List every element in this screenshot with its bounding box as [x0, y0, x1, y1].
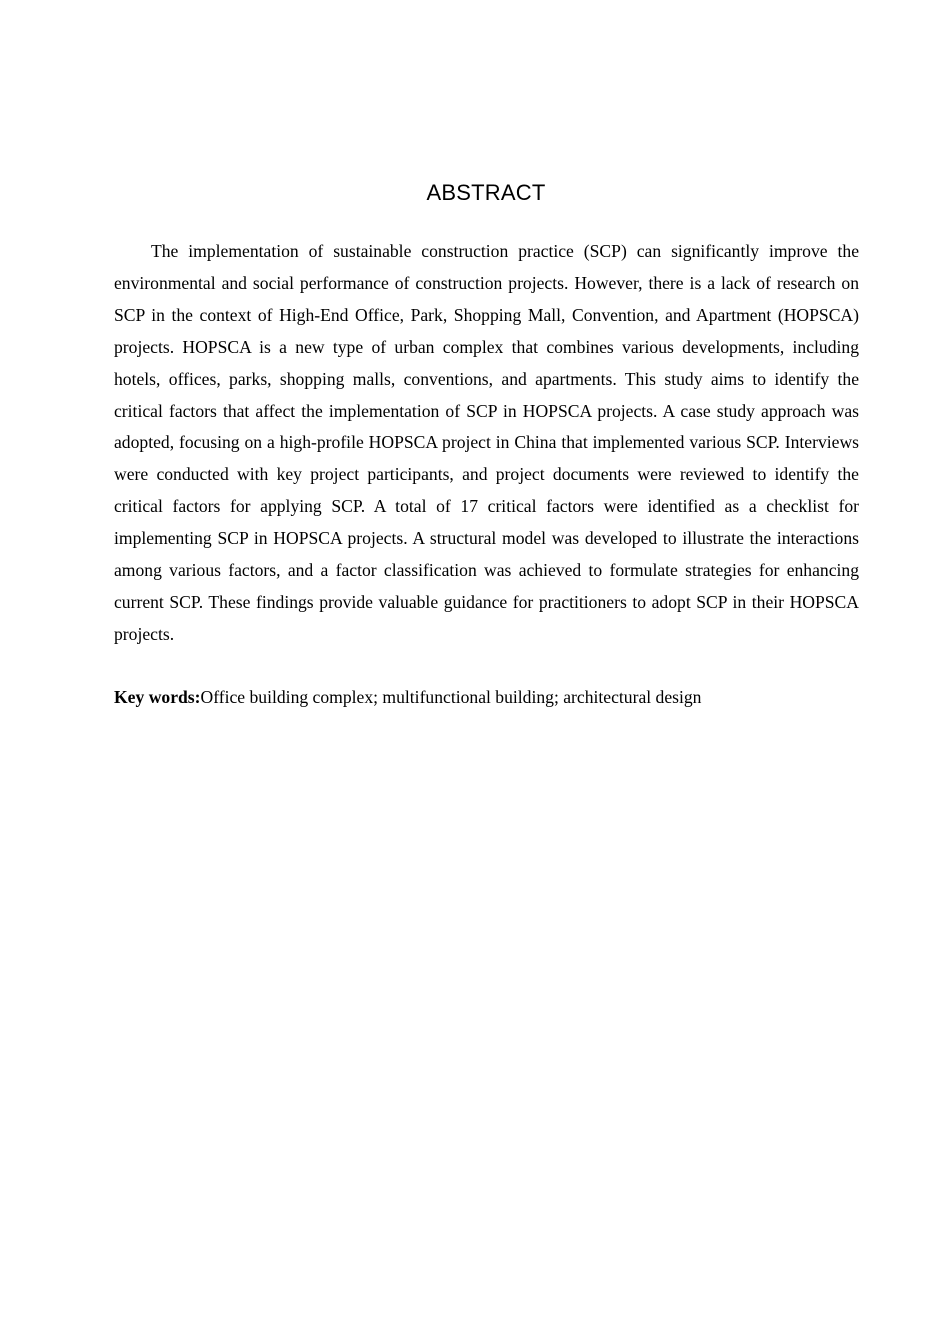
- keywords-text: Office building complex; multifunctional building; architectural design: [200, 687, 702, 707]
- abstract-paragraph: The implementation of sustainable construction practice (SCP) can significantly improve the environmental and social performance of construction projects. However, there is a lack of research on SCP in the context of High-End Office, Park, Shopping Mall, Convention, and Apartment (HOPSCA) projects. HOPSCA is a new type of urban complex that combines various developments, including hotels, offices, parks, shopping malls, conventions, and apartments. This study aims to identify the critical factors that affect the implementation of SCP in HOPSCA projects. A case study approach was adopted, focusing on a high-profile HOPSCA project in China that implemented various SCP. Interviews were conducted with key project participants, and project documents were reviewed to identify the critical factors for applying SCP. A total of 17 critical factors were identified as a checklist for implementing SCP in HOPSCA projects. A structural model was developed to illustrate the interactions among various factors, and a factor classification was achieved to formulate strategies for enhancing current SCP. These findings provide valuable guidance for practitioners to adopt SCP in their HOPSCA projects.: [114, 241, 859, 644]
- abstract-heading: ABSTRACT: [426, 180, 546, 205]
- keywords-label: Key words:: [114, 687, 201, 707]
- keywords-line: [114, 682, 859, 714]
